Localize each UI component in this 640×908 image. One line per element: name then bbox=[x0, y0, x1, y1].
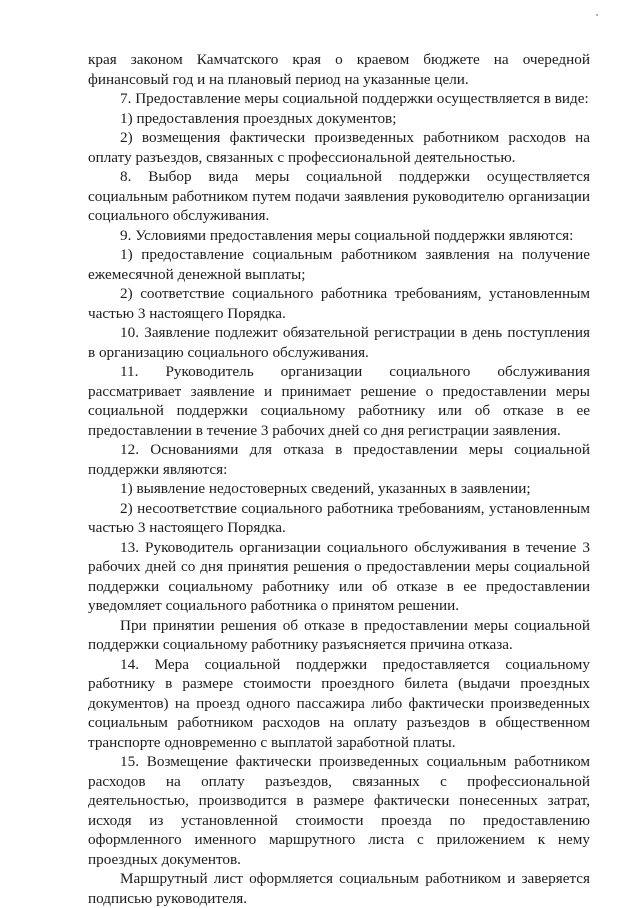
paragraph-item-12-2: 2) несоответствие социального работника требованиям, установленным частью 3 настоящего Порядка. bbox=[88, 499, 590, 536]
paragraph-continuation: края законом Камчатского края о краевом бюджете на очередной финансовый год и на плановый период на указанные цели. bbox=[88, 51, 590, 88]
paragraph-item-13: 13. Руководитель организации социального обслуживания в течение 3 рабочих дней со дня принятия решения о предоставлении меры социальной поддержки социальному работнику или об отказе в ее предоставлении уведомляет социального работника о принятом решении. bbox=[88, 538, 590, 614]
document-body bbox=[88, 50, 590, 908]
paragraph-item-9-1: 1) предоставление социальным работником заявления на получение ежемесячной денежной выплаты; bbox=[88, 246, 590, 283]
paragraph-item-7-1: 1) предоставления проездных документов; bbox=[120, 109, 397, 127]
paragraph-route-sheet-note: Маршрутный лист оформляется социальным работником и заверяется подписью руководителя. bbox=[88, 870, 590, 907]
paragraph-item-14: 14. Мера социальной поддержки предоставляется социальному работнику в размере стоимости проездного билета (выдачи проездных документов) на проезд одного пассажира либо фактически произведенных социальным работником расходов на оплату разъездов в общественном транспорте одновременно с выплатой заработной платы. bbox=[88, 655, 590, 751]
paragraph-item-7: 7. Предоставление меры социальной поддержки осуществляется в виде: bbox=[120, 90, 589, 107]
paragraph-item-15: 15. Возмещение фактически произведенных социальным работником расходов на оплату разъездов, связанных с профессиональной деятельностью, производится в размере фактически понесенных затрат, исходя из установленной стоимости проезда по предоставлению оформленного именного маршрутного листа с приложением к нему проездных документов. bbox=[88, 753, 590, 868]
paragraph-item-9-2: 2) соответствие социального работника требованиям, установленным частью 3 настоящего Порядка. bbox=[88, 285, 590, 322]
paragraph-item-8: 8. Выбор вида меры социальной поддержки осуществляется социальным работником путем подачи заявления руководителю организации социального обслуживания. bbox=[88, 168, 590, 224]
paragraph-item-7-2: 2) возмещения фактически произведенных работником расходов на оплату разъездов, связанных с профессиональной деятельностью. bbox=[88, 129, 590, 166]
paragraph-item-12: 12. Основаниями для отказа в предоставлении меры социальной поддержки являются: bbox=[88, 441, 590, 478]
paragraph-item-10: 10. Заявление подлежит обязательной регистрации в день поступления в организацию социального обслуживания. bbox=[88, 324, 590, 361]
paragraph-item-12-1: 1) выявление недостоверных сведений, указанных в заявлении; bbox=[120, 480, 531, 497]
scan-speck bbox=[596, 14, 598, 16]
paragraph-refusal-note: При принятии решения об отказе в предоставлении меры социальной поддержки социальному работнику разъясняется причина отказа. bbox=[88, 616, 590, 653]
paragraph-item-9: 9. Условиями предоставления меры социальной поддержки являются: bbox=[120, 226, 574, 244]
paragraph-item-11: 11. Руководитель организации социального обслуживания рассматривает заявление и принимает решение о предоставлении меры социальной поддержки социальному работнику или об отказе в ее предоставлении в течение 3 рабочих дней со дня регистрации заявления. bbox=[88, 363, 590, 439]
